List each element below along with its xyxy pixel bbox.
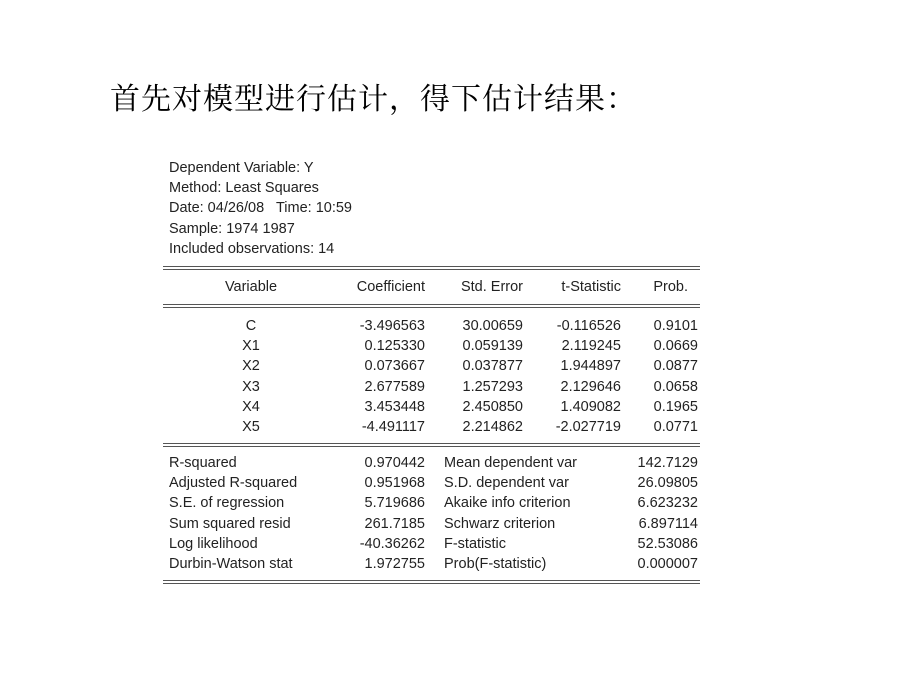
- header-t-statistic: t-Statistic: [561, 278, 621, 295]
- coefficient-cell: 3.453448: [364, 398, 425, 415]
- prob-cell: 0.0877: [653, 358, 698, 375]
- stat-value-left: 261.7185: [364, 515, 425, 532]
- table-row: [163, 417, 700, 437]
- std-error-cell: 0.037877: [462, 358, 523, 375]
- stat-label-right: Akaike info criterion: [444, 495, 571, 512]
- stats-row: [163, 534, 700, 554]
- table-top-rule: [163, 266, 700, 270]
- meta-block: [163, 158, 700, 259]
- stat-value-right: 52.53086: [637, 535, 698, 552]
- std-error-cell: 30.00659: [462, 317, 523, 334]
- stat-value-left: 1.972755: [364, 556, 425, 572]
- stat-value-right: 6.623232: [637, 495, 698, 512]
- std-error-cell: 2.450850: [462, 398, 523, 415]
- std-error-cell: 0.059139: [462, 338, 523, 355]
- coefficient-table: [163, 316, 700, 437]
- stat-label-right: F-statistic: [444, 535, 507, 552]
- table-row: [163, 336, 700, 356]
- meta-observations: Included observations: 14: [169, 240, 335, 257]
- stat-value-left: 5.719686: [364, 495, 425, 512]
- coefficient-cell: -4.491117: [361, 418, 425, 435]
- variable-cell: X2: [242, 358, 260, 375]
- summary-stats: [163, 453, 700, 574]
- stat-value-left: 0.970442: [364, 455, 425, 472]
- coefficient-cell: 2.677589: [364, 378, 425, 395]
- stats-row: [163, 453, 700, 473]
- stat-label-left: Durbin-Watson stat: [169, 556, 293, 572]
- stat-label-left: R-squared: [169, 455, 237, 472]
- stats-row: [163, 473, 700, 493]
- coefficient-cell: 0.125330: [364, 338, 425, 355]
- header-coefficient: Coefficient: [356, 278, 425, 295]
- stat-label-right: Mean dependent var: [444, 455, 578, 472]
- stats-row: [163, 493, 700, 513]
- coefficient-cell: 0.073667: [364, 358, 425, 375]
- table-bottom-rule: [163, 580, 700, 584]
- std-error-cell: 2.214862: [462, 418, 523, 435]
- meta-date-time: Date: 04/26/08 Time: 10:59: [169, 200, 352, 217]
- coefficient-cell: -3.496563: [359, 317, 425, 334]
- stat-label-left: Adjusted R-squared: [169, 475, 298, 492]
- meta-dependent-variable: Dependent Variable: Y: [169, 160, 314, 176]
- stats-row: [163, 514, 700, 534]
- prob-cell: 0.0658: [653, 378, 698, 395]
- slide-title: 首先对模型进行估计，得下估计结果：: [110, 82, 637, 117]
- stat-label-right: S.D. dependent var: [444, 475, 569, 492]
- table-row: [163, 377, 700, 397]
- stat-value-left: -40.36262: [359, 535, 425, 552]
- t-statistic-cell: 1.944897: [560, 358, 621, 375]
- table-header-row: [163, 276, 700, 298]
- t-statistic-cell: 1.409082: [560, 398, 621, 415]
- stat-value-right: 6.897114: [638, 515, 698, 532]
- regression-output: [163, 158, 700, 584]
- stat-label-right: Prob(F-statistic): [444, 556, 547, 572]
- t-statistic-cell: 2.119245: [561, 338, 621, 355]
- stat-label-left: Log likelihood: [169, 535, 258, 552]
- variable-cell: X3: [242, 378, 260, 395]
- stat-label-left: S.E. of regression: [169, 495, 285, 512]
- variable-cell: X5: [242, 418, 260, 435]
- stats-row: [163, 554, 700, 574]
- meta-sample: Sample: 1974 1987: [169, 220, 295, 237]
- table-row: [163, 397, 700, 417]
- variable-cell: C: [245, 317, 257, 334]
- header-prob: Prob.: [653, 278, 688, 295]
- prob-cell: 0.1965: [653, 398, 698, 415]
- table-row: [163, 316, 700, 336]
- stat-label-right: Schwarz criterion: [444, 515, 556, 532]
- stat-value-right: 0.000007: [637, 556, 698, 572]
- stat-label-left: Sum squared resid: [169, 515, 291, 532]
- meta-method: Method: Least Squares: [169, 180, 319, 197]
- header-std-error: Std. Error: [460, 278, 523, 295]
- stat-value-left: 0.951968: [364, 475, 425, 492]
- prob-cell: 0.0771: [653, 418, 698, 435]
- header-variable: Variable: [224, 278, 278, 295]
- variable-cell: X1: [242, 338, 260, 355]
- stat-value-right: 26.09805: [637, 475, 698, 492]
- table-row: [163, 356, 700, 376]
- t-statistic-cell: 2.129646: [560, 378, 621, 395]
- prob-cell: 0.9101: [653, 317, 698, 334]
- prob-cell: 0.0669: [653, 338, 698, 355]
- t-statistic-cell: -0.116526: [556, 317, 621, 334]
- stat-value-right: 142.7129: [637, 455, 698, 472]
- variable-cell: X4: [242, 398, 260, 415]
- t-statistic-cell: -2.027719: [555, 418, 621, 435]
- std-error-cell: 1.257293: [462, 378, 523, 395]
